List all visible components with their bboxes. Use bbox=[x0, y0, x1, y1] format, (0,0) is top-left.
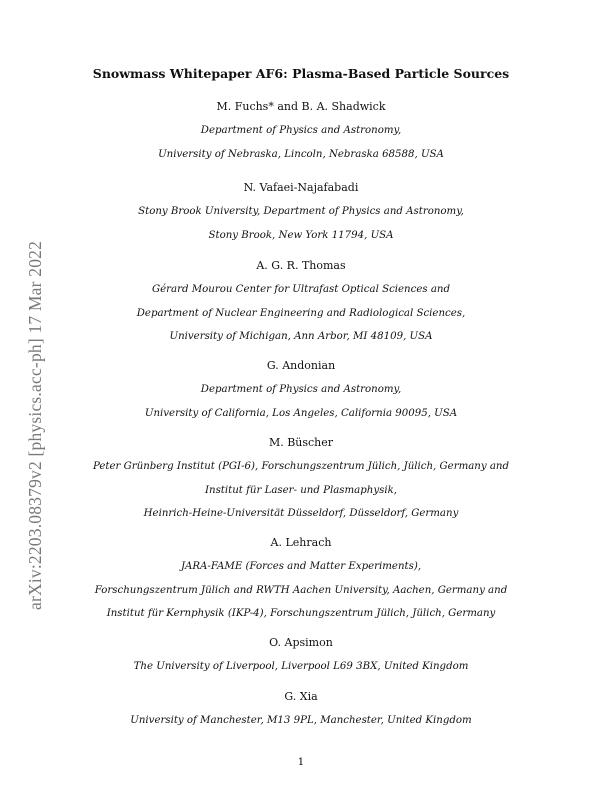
author-block bbox=[60, 99, 542, 166]
affiliation-line: University of Nebraska, Lincoln, Nebraska 68588, USA bbox=[158, 148, 444, 160]
affiliation-line: JARA-FAME (Forces and Matter Experiments), bbox=[180, 561, 422, 572]
affiliation-line: Forschungszentrum Jülich and RWTH Aachen University, Aachen, Germany and bbox=[94, 584, 508, 596]
affiliation-line: Gérard Mourou Center for Ultrafast Optical Sciences and bbox=[152, 284, 450, 295]
affiliation-line: Department of Physics and Astronomy, bbox=[200, 384, 402, 395]
page-number: 1 bbox=[297, 756, 305, 768]
affiliation bbox=[60, 455, 542, 526]
affiliation-line: Department of Nuclear Engineering and Radiological Sciences, bbox=[136, 307, 466, 319]
affiliation bbox=[60, 655, 542, 679]
arxiv-identifier: arXiv:2203.08379v2 [physics.acc-ph] 17 Mar 2022 bbox=[25, 240, 45, 610]
affiliation-line: Stony Brook University, Department of Physics and Astronomy, bbox=[138, 206, 464, 217]
author-block bbox=[60, 180, 542, 247]
affiliation-line: University of California, Los Angeles, California 90095, USA bbox=[144, 407, 458, 419]
affiliation bbox=[60, 278, 542, 349]
author-names: O. Apsimon bbox=[269, 636, 333, 649]
affiliation-line: Institut für Kernphysik (IKP-4), Forschungszentrum Jülich, Jülich, Germany bbox=[106, 608, 496, 619]
affiliation bbox=[60, 378, 542, 425]
author-names: M. Fuchs* and B. A. Shadwick bbox=[216, 100, 386, 113]
affiliation-line: University of Michigan, Ann Arbor, MI 48109, USA bbox=[169, 331, 433, 342]
arxiv-sidebar bbox=[10, 180, 45, 610]
author-block bbox=[60, 535, 542, 626]
affiliation-line: University of Manchester, M13 9PL, Manchester, United Kingdom bbox=[130, 715, 472, 726]
paper-title: Snowmass Whitepaper AF6: Plasma-Based Particle Sources bbox=[92, 66, 510, 81]
affiliation-line: Department of Physics and Astronomy, bbox=[200, 125, 402, 136]
author-names: A. Lehrach bbox=[270, 536, 332, 549]
affiliation bbox=[60, 200, 542, 247]
affiliation-line: Institut für Laser- und Plasmaphysik, bbox=[204, 484, 397, 496]
affiliation bbox=[60, 709, 542, 733]
affiliation bbox=[60, 555, 542, 626]
author-block bbox=[60, 258, 542, 349]
author-names: A. G. R. Thomas bbox=[256, 259, 346, 272]
affiliation bbox=[60, 119, 542, 166]
affiliation-line: Heinrich-Heine-Universität Düsseldorf, Düsseldorf, Germany bbox=[143, 508, 459, 519]
affiliation-line: Stony Brook, New York 11794, USA bbox=[208, 229, 394, 241]
author-names: N. Vafaei-Najafabadi bbox=[243, 181, 359, 194]
author-block bbox=[60, 689, 542, 733]
author-names: G. Andonian bbox=[266, 359, 336, 372]
author-block bbox=[60, 635, 542, 679]
affiliation-line: The University of Liverpool, Liverpool L69 3BX, United Kingdom bbox=[133, 661, 469, 672]
author-names: G. Xia bbox=[284, 690, 318, 703]
affiliation-line: Peter Grünberg Institut (PGI-6), Forschungszentrum Jülich, Jülich, Germany and bbox=[92, 461, 510, 472]
author-block bbox=[60, 358, 542, 425]
author-block bbox=[60, 435, 542, 526]
author-names: M. Büscher bbox=[268, 436, 334, 449]
